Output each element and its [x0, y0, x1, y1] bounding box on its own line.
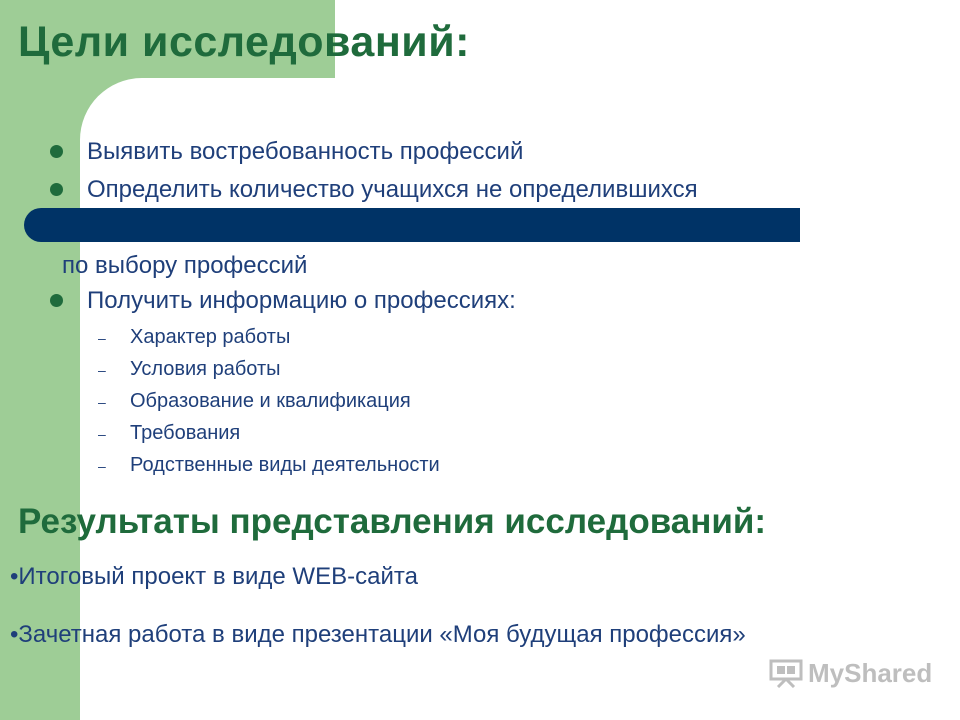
sub-item [98, 358, 281, 381]
sub-item-text: Родственные виды деятельности [130, 454, 440, 476]
goal-text: Получить информацию о профессиях: [87, 287, 516, 314]
dash-bullet: – [98, 457, 106, 474]
dash-bullet: – [98, 329, 106, 346]
sub-item-text: Требования [130, 422, 241, 444]
slide-title: Цели исследований: [18, 18, 470, 66]
sub-item-text: Образование и квалификация [130, 390, 411, 412]
watermark [768, 656, 933, 692]
presentation-board-icon [768, 658, 804, 688]
goal-text: Определить количество учащихся не определившихся [87, 176, 698, 203]
goal-text: Выявить востребованность профессий [87, 138, 524, 165]
result-item: •Итоговый проект в виде WEB-сайта [10, 563, 418, 590]
goal-item [50, 176, 698, 204]
bullet-dot-icon [50, 183, 63, 196]
goal-item [50, 138, 523, 166]
sub-item [98, 326, 290, 349]
goal-continuation: по выбору профессий [62, 252, 308, 279]
results-title: Результаты представления исследований: [18, 502, 767, 541]
sub-item [98, 422, 240, 445]
watermark-text: MyShared [808, 658, 933, 688]
dash-bullet: – [98, 393, 106, 410]
goal-item [50, 287, 516, 315]
sub-item-text: Условия работы [130, 358, 281, 380]
bullet-dot-icon [50, 294, 63, 307]
result-item: •Зачетная работа в виде презентации «Моя будущая профессия» [10, 621, 746, 648]
sub-item [98, 454, 440, 477]
sub-item [98, 390, 411, 413]
dash-bullet: – [98, 361, 106, 378]
bullet-dot-icon [50, 145, 63, 158]
sub-item-text: Характер работы [130, 326, 291, 348]
dash-bullet: – [98, 425, 106, 442]
